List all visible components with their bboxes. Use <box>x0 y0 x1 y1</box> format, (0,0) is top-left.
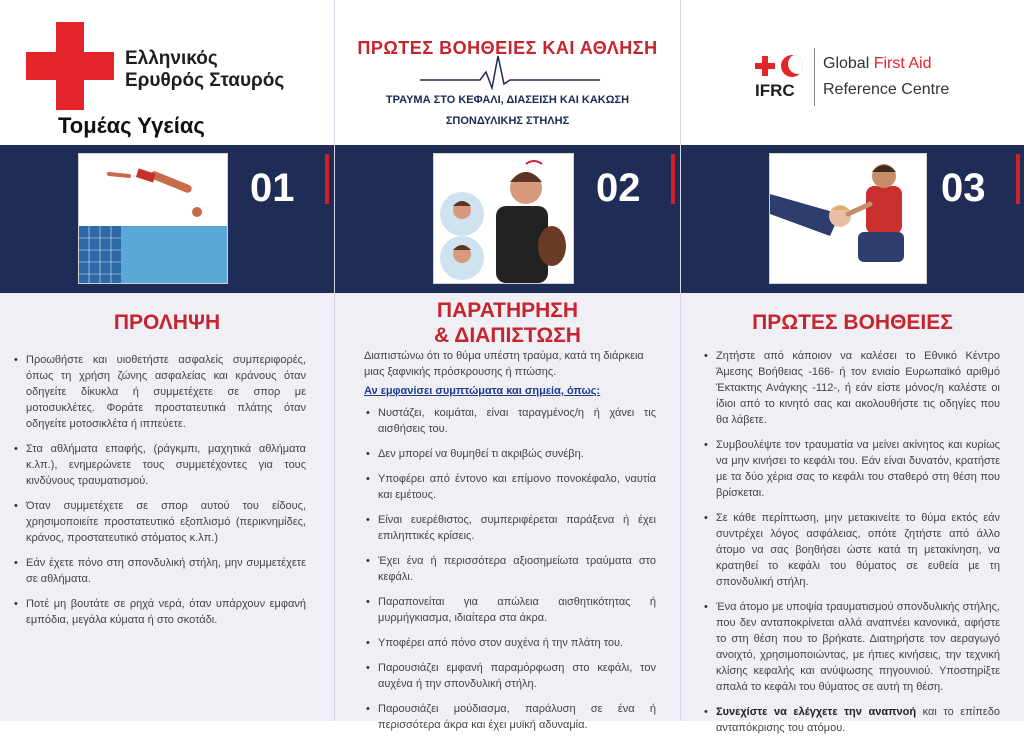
title-block <box>335 0 680 145</box>
list-item: • Όταν συμμετέχετε σε σπορ αυτού του είδους, χρησιμοποιείτε προστατευτικό εξοπλισμό (περικνημίδες, κράνος, προστατευτικό στόματος κ.λπ.) <box>14 498 306 546</box>
prevention-list <box>14 352 306 637</box>
list-item: • Στα αθλήματα επαφής, (ράγκμπι, μαχητικά αθλήματα κ.λπ.), ενημερώνετε τους συμμετέχοντες για τους κινδύνους τραυματισμού. <box>14 441 306 489</box>
gfa-line2: Reference Centre <box>823 81 950 98</box>
list-item: • Εάν έχετε πόνο στη σπονδυλική στήλη, μην συμμετέχετε σε αθλήματα. <box>14 555 306 587</box>
list-item: • Παρουσιάζει μούδιασμα, παράλυση σε ένα ή περισσότερα άκρα και έχει μυϊκή αδυναμία. <box>366 701 656 733</box>
symptoms-list <box>366 405 656 742</box>
list-item <box>704 704 1000 736</box>
subtitle-line2: ΣΠΟΝΔΥΛΙΚΗΣ ΣΤΗΛΗΣ <box>445 115 570 127</box>
gfa-line1 <box>823 55 932 73</box>
diving-illustration <box>78 153 228 284</box>
gfa-global: Global <box>823 55 874 72</box>
red-crescent-icon <box>781 55 803 77</box>
diver-icon <box>79 154 227 283</box>
section-heading-prevention: ΠΡΟΛΗΨΗ <box>113 311 221 334</box>
list-item: • Ποτέ μη βουτάτε σε ρηχά νερά, όταν υπάρχουν εμφανή εμπόδια, μεγάλα κύματα ή στο σκοτάδι. <box>14 596 306 628</box>
heading-line2: & ΔΙΑΠΙΣΤΩΣΗ <box>434 324 581 347</box>
list-item: • Ζητήστε από κάποιον να καλέσει το Εθνικό Κέντρο Άμεσης Βοήθειας -166- ή τον ενιαίο Ευρωπαϊκό αριθμό Έκτακτης Ανάγκης -112-, ή εάν είστε μόνος/η καλέστε οι ίδιοι από το κινητό σας και ακολουθήστε τις οδηγίες που θα λάβετε. <box>704 348 1000 428</box>
accent-bar <box>325 154 329 204</box>
section-heading-first-aid: ΠΡΩΤΕΣ ΒΟΗΘΕΙΕΣ <box>752 311 953 334</box>
column-divider <box>680 0 681 721</box>
observation-intro: Διαπιστώνω ότι το θύμα υπέστη τραύμα, κατά τη διάρκεια μιας ξαφνικής πρόσκρουσης ή πτώσης. <box>364 350 644 378</box>
list-item: • Σε κάθε περίπτωση, μην μετακινείτε το θύμα εκτός εάν συντρέχει λόγος ασφάλειας, οπότε ζητήστε από άλλο άτομο να σας βοηθήσει ώστε κατά τη μετακίνηση, να κρατηθεί το κεφάλι του θύματος σε ευθεία με τη σπονδυλική στήλη. <box>704 510 1000 590</box>
last-bullet-rest: και το επίπεδο ανταπόκρισης του ατόμου. <box>716 706 1000 734</box>
list-item: • Δεν μπορεί να θυμηθεί τι ακριβώς συνέβη. <box>366 446 656 462</box>
list-item: • Είναι ευερέθιστος, συμπεριφέρεται παράξενα ή έχει επιληπτικές κρίσεις. <box>366 512 656 544</box>
heading-line1: ΠΑΡΑΤΗΡΗΣΗ <box>436 299 579 322</box>
list-item: • Υποφέρει από πόνο στον αυχένα ή την πλάτη του. <box>366 635 656 651</box>
section-heading-observation <box>335 298 680 348</box>
injured-player-icon <box>434 154 573 283</box>
org-sector: Τομέας Υγείας <box>58 113 205 138</box>
head-injury-illustration <box>433 153 574 284</box>
step-number-02: 02 <box>596 166 641 210</box>
accent-bar <box>1016 154 1020 204</box>
column-divider <box>334 0 335 721</box>
org-name-line2: Ερυθρός Σταυρός <box>125 70 285 91</box>
list-item: • Παρουσιάζει εμφανή παραμόρφωση στο κεφάλι, τον αυχένα ή την σπονδυλική στήλη. <box>366 660 656 692</box>
org-name-line1: Ελληνικός <box>125 48 218 69</box>
ifrc-label: IFRC <box>755 81 795 100</box>
rescuer-stabilizing-head-icon <box>770 154 926 283</box>
gfa-first-aid: First Aid <box>873 55 932 72</box>
red-cross-logo-icon <box>26 22 114 110</box>
list-item: • Συμβουλέψτε τον τραυματία να μείνει ακίνητος και κυρίως να μην κινήσει το κεφάλι του. Εάν είναι δυνατόν, κρατήστε με τα δύο χέρια σας το κεφάλι του σταθερό στη θέση που βρίσκεται. <box>704 437 1000 501</box>
symptoms-link[interactable]: Αν εμφανίσει συμπτώματα και σημεία, όπως: <box>364 385 601 397</box>
list-item: • Νυστάζει, κοιμάται, είναι ταραγμένος/η ή χάνει τις αισθήσεις του. <box>366 405 656 437</box>
step-number-03: 03 <box>941 166 986 210</box>
list-item: • Ένα άτομο με υποψία τραυματισμού σπονδυλικής στήλης, που δεν ανταποκρίνεται αλλά αναπνέει κανονικά, αφήστε το στη θέση που το βρήκατε. Διατηρήστε τον αεραγωγό ανοιχτό, χρησιμοποιώντας, με ήπιες κινήσεις, την τεχνική κλίσης κεφαλής και ανύψωσης πηγουνιού. Υποστηρίξτε απαλά το κεφάλι του θύματος σε αυτή τη θέση. <box>704 599 1000 695</box>
ifrc-cross-icon <box>755 56 775 76</box>
heartbeat-line-icon <box>420 50 600 90</box>
header <box>0 0 1024 145</box>
last-bullet-bold: Συνεχίστε να ελέγχετε την αναπνοή <box>716 706 917 718</box>
subtitle-line1: ΤΡΑΥΜΑ ΣΤΟ ΚΕΦΑΛΙ, ΔΙΑΣΕΙΣΗ ΚΑΙ ΚΑΚΩΣΗ <box>385 94 630 106</box>
logo-divider <box>814 48 815 106</box>
list-item: • Παραπονείται για απώλεια αισθητικότητας ή μυρμήγκιασμα, ιδιαίτερα στα άκρα. <box>366 594 656 626</box>
main-title: ΠΡΩΤΕΣ ΒΟΗΘΕΙΕΣ ΚΑΙ ΑΘΛΗΣΗ <box>357 38 658 58</box>
accent-bar <box>671 154 675 204</box>
list-item: • Υποφέρει από έντονο και επίμονο πονοκέφαλο, ναυτία και εμέτους. <box>366 471 656 503</box>
list-item: • Προωθήστε και υιοθετήστε ασφαλείς συμπεριφορές, όπως τη χρήση ζώνης ασφαλείας και κράνους όταν οδηγείτε δίκυκλα ή συμμετέχετε σε σπορ με μοτοσυκλέτες. Φοράτε προστατευτικά πλάτης όταν οδηγείτε μοτοσικλέτα ή ιππεύετε. <box>14 352 306 432</box>
first-aid-list <box>704 348 1000 745</box>
first-aid-illustration <box>769 153 927 284</box>
list-item: • Έχει ένα ή περισσότερα αξιοσημείωτα τραύματα στο κεφάλι. <box>366 553 656 585</box>
step-number-01: 01 <box>250 166 295 210</box>
